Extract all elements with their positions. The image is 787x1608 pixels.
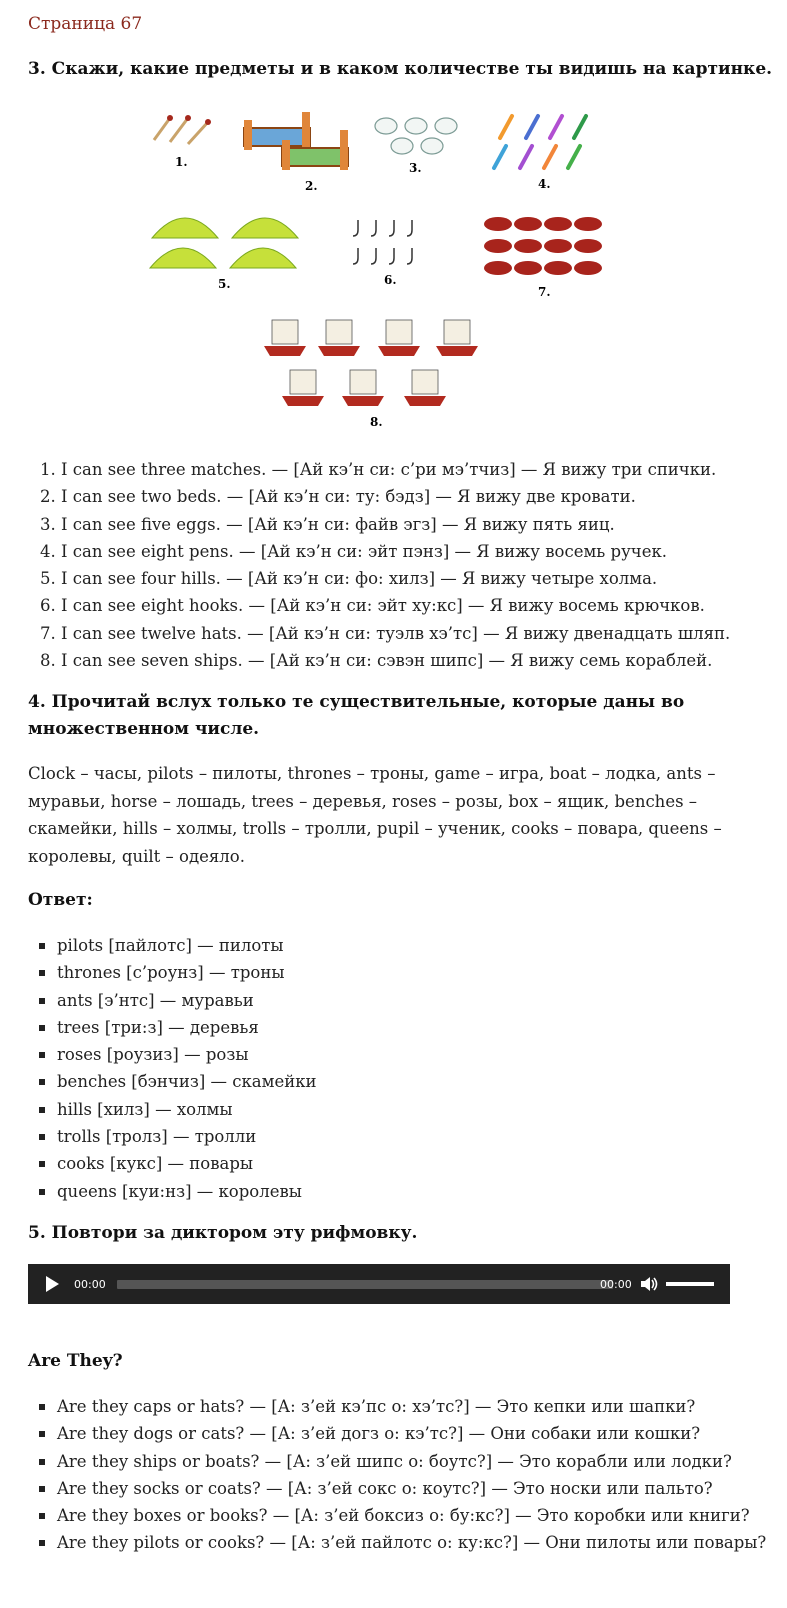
list-item: Are they ships or boats? — [А: з’ей шипс о: боутс?] — Это корабли или лодки? [57, 1448, 766, 1475]
pens-picture [494, 116, 586, 168]
exercise-3-illustration [140, 98, 620, 438]
audio-player [28, 1264, 730, 1304]
hooks-picture [353, 220, 412, 264]
exercise-5-heading: 5. Повтори за диктором эту рифмовку. [28, 1223, 418, 1243]
figure-label-4: 4. [538, 177, 551, 191]
poem-title: Are They? [28, 1351, 123, 1371]
list-item: 7. I can see twelve hats. — [Ай кэ’н си: туэлв хэ’тс] — Я вижу двенадцать шляп. [61, 620, 730, 647]
ships-picture [264, 320, 478, 406]
breadcrumb[interactable]: Страница 67 [28, 14, 143, 34]
list-item: Are they socks or coats? — [А: з’ей сокс о: коутс?] — Это носки или пальто? [57, 1475, 766, 1502]
beds-picture [244, 112, 348, 170]
list-item: Are they boxes or books? — [А: з’ей боксиз о: бу:кс?] — Это коробки или книги? [57, 1502, 766, 1529]
list-item: 3. I can see five eggs. — [Ай кэ’н си: файв эгз] — Я вижу пять яиц. [61, 511, 730, 538]
eggs-picture [375, 118, 457, 154]
list-item: cooks [кукс] — повары [57, 1150, 317, 1177]
progress-rail[interactable] [117, 1280, 613, 1289]
exercise-4-answers [28, 932, 317, 1205]
list-item: trees [три:з] — деревья [57, 1014, 317, 1041]
exercise-4-heading-line1: 4. Прочитай вслух только те существительные, которые даны во [28, 692, 685, 712]
matches-picture [154, 115, 211, 144]
list-item: Are they dogs or cats? — [А: з’ей догз о: кэ’тс?] — Они собаки или кошки? [57, 1420, 766, 1447]
list-item: 4. I can see eight pens. — [Ай кэ’н си: эйт пэнз] — Я вижу восемь ручек. [61, 538, 730, 565]
hills-picture [150, 218, 298, 268]
exercise-4-heading-line2: множественном числе. [28, 719, 260, 739]
list-item: benches [бэнчиз] — скамейки [57, 1068, 317, 1095]
list-item: 2. I can see two beds. — [Ай кэ’н си: ту: бэдз] — Я вижу две кровати. [61, 483, 730, 510]
answer-heading: Ответ: [28, 890, 93, 910]
figure-label-5: 5. [218, 277, 231, 291]
list-item: trolls [тролз] — тролли [57, 1123, 317, 1150]
play-icon[interactable] [46, 1276, 59, 1292]
volume-slider[interactable] [666, 1282, 714, 1286]
hats-picture [484, 217, 602, 275]
volume-icon[interactable] [640, 1275, 658, 1293]
exercise-4-word-list: Clock – часы, pilots – пилоты, thrones – троны, game – игра, boat – лодка, ants – муравьи, horse – лошадь, trees – деревья, roses – розы, box – ящик, benches – скамейки, hills – холмы, trolls – тролли, pupil – ученик, cooks – повара, queens – королевы, quilt – одеяло. [28, 764, 722, 866]
figure-label-8: 8. [370, 415, 383, 429]
list-item: hills [хилз] — холмы [57, 1096, 317, 1123]
list-item: Are they caps or hats? — [А: з’ей кэ’пс о: хэ’тс?] — Это кепки или шапки? [57, 1393, 766, 1420]
figure-label-1: 1. [175, 155, 188, 169]
list-item: roses [роузиз] — розы [57, 1041, 317, 1068]
list-item: 1. I can see three matches. — [Ай кэ’н си: с’ри мэ’тчиз] — Я вижу три спички. [61, 456, 730, 483]
exercise-3-heading: 3. Скажи, какие предметы и в каком количестве ты видишь на картинке. [28, 59, 773, 79]
list-item: 6. I can see eight hooks. — [Ай кэ’н си: эйт ху:кс] — Я вижу восемь крючков. [61, 592, 730, 619]
list-item: 5. I can see four hills. — [Ай кэ’н си: фо: хилз] — Я вижу четыре холма. [61, 565, 730, 592]
figure-label-2: 2. [305, 179, 318, 193]
exercise-4-heading [28, 689, 684, 743]
current-time: 00:00 [74, 1278, 106, 1291]
list-item: thrones [с’роунз] — троны [57, 959, 317, 986]
list-item: pilots [пайлотс] — пилоты [57, 932, 317, 959]
figure-label-3: 3. [409, 161, 422, 175]
exercise-3-answers [28, 456, 730, 674]
list-item: ants [э’нтс] — муравьи [57, 987, 317, 1014]
duration: 00:00 [600, 1278, 632, 1291]
poem-lines [28, 1393, 766, 1557]
list-item: Are they pilots or cooks? — [А: з’ей пайлотс о: ку:кс?] — Они пилоты или повары? [57, 1529, 766, 1556]
list-item: queens [куи:нз] — королевы [57, 1178, 317, 1205]
list-item: 8. I can see seven ships. — [Ай кэ’н си: сэвэн шипс] — Я вижу семь кораблей. [61, 647, 730, 674]
figure-label-6: 6. [384, 273, 397, 287]
figure-label-7: 7. [538, 285, 551, 299]
